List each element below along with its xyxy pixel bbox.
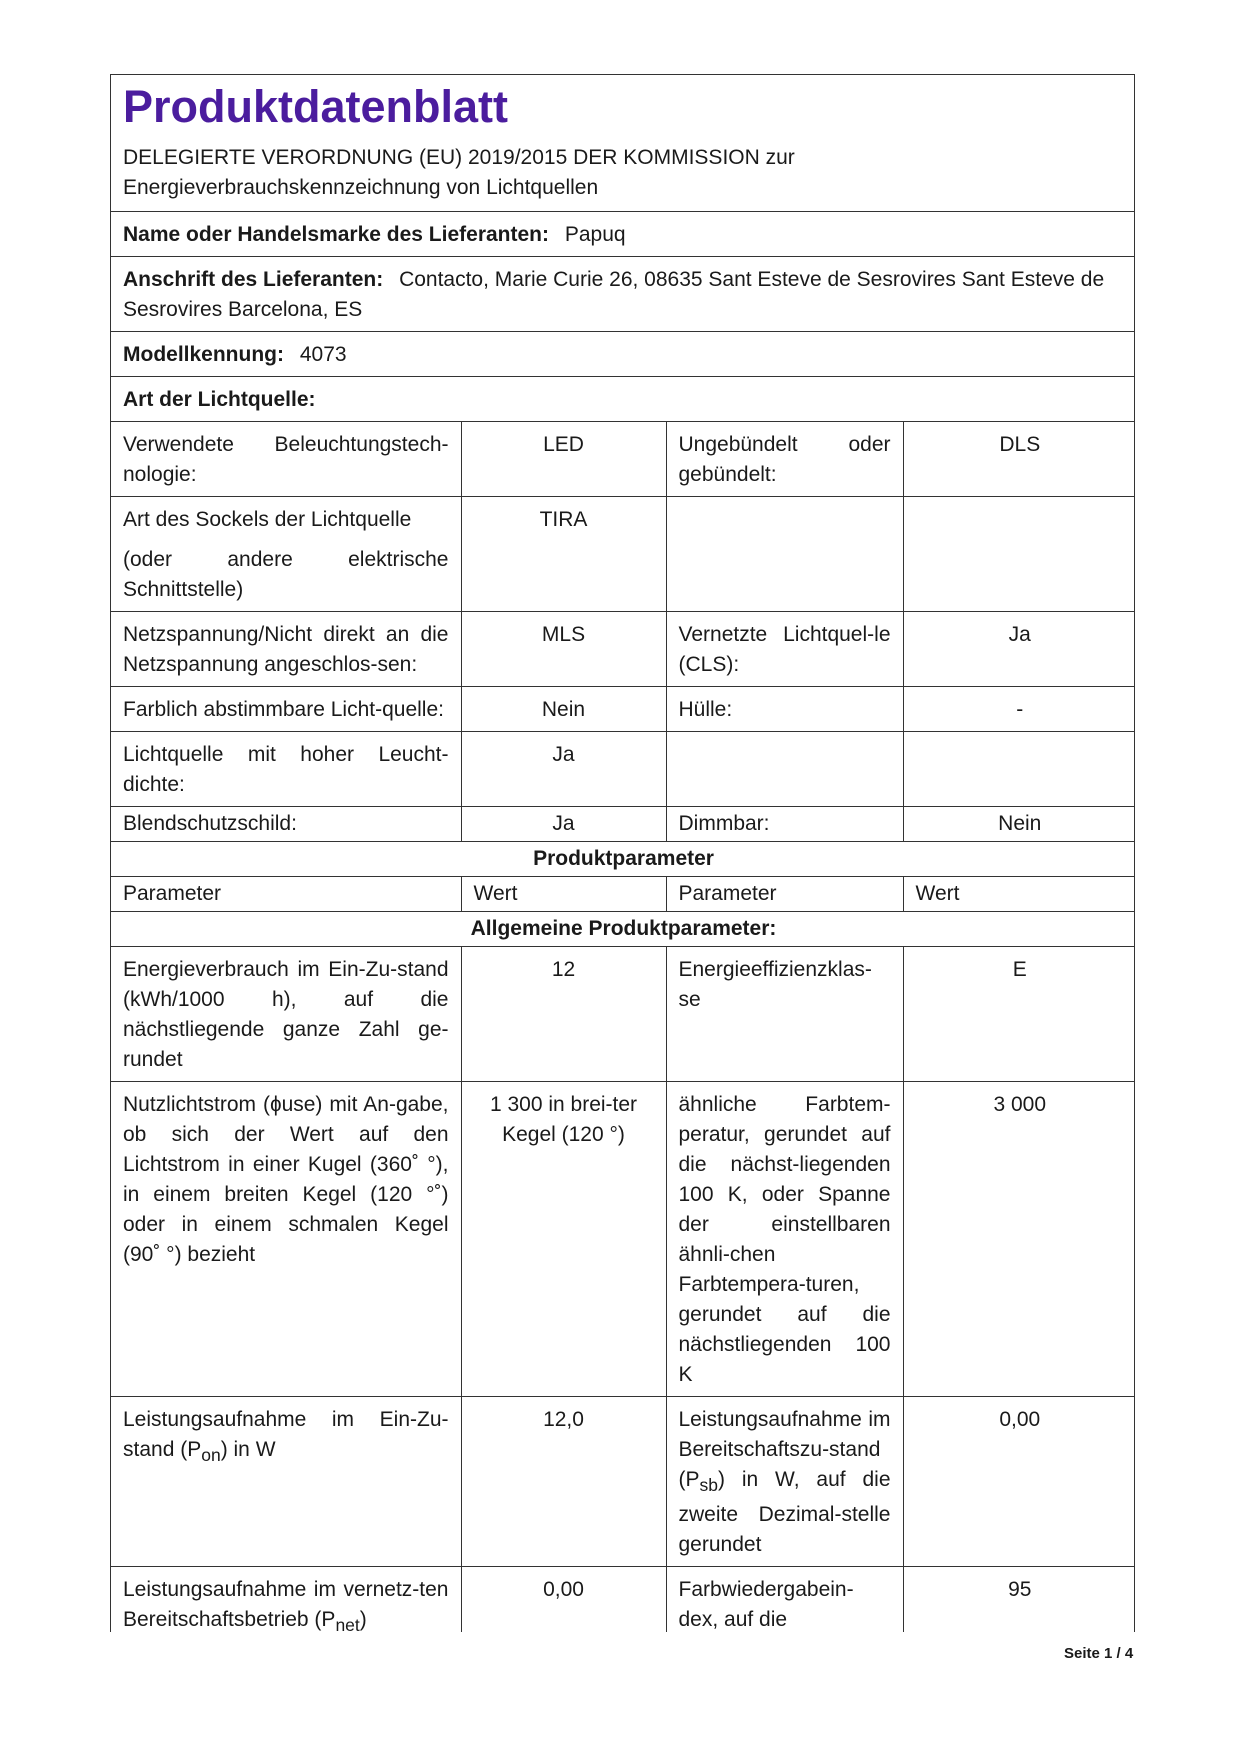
datasheet-table xyxy=(111,75,1135,1632)
cls-value: Ja xyxy=(903,612,1135,687)
on-mode-power-value: 12,0 xyxy=(461,1397,666,1567)
section-header-row xyxy=(111,912,1135,947)
table-row xyxy=(111,732,1135,807)
model-label: Modellkennung: xyxy=(123,343,284,366)
supplier-name-label: Name oder Handelsmarke des Lieferanten: xyxy=(123,223,549,246)
supplier-name-value: Papuq xyxy=(564,223,626,246)
glare-shield-label: Blendschutzschild: xyxy=(111,807,461,842)
col-header-parameter-2: Parameter xyxy=(666,877,903,912)
table-row xyxy=(111,1397,1135,1567)
colour-rendering-value: 95 xyxy=(903,1567,1135,1632)
dimmable-value: Nein xyxy=(903,807,1135,842)
standby-power-value: 0,00 xyxy=(903,1397,1135,1567)
energy-class-label: Energieeffizienzklas-se xyxy=(666,947,903,1082)
col-header-parameter: Parameter xyxy=(111,877,461,912)
supplier-name-row xyxy=(111,212,1135,257)
general-parameters-heading: Allgemeine Produktparameter: xyxy=(111,912,1135,947)
light-type-label: Art der Lichtquelle: xyxy=(111,377,1135,422)
table-row xyxy=(111,807,1135,842)
luminous-flux-value: 1 300 in brei-ter Kegel (120 °) xyxy=(461,1082,666,1397)
mains-label: Netzspannung/Nicht direkt an die Netzspannung angeschlos-sen: xyxy=(111,612,461,687)
luminous-flux-label: Nutzlichtstrom (ɸuse) mit An-gabe, ob sich der Wert auf den Lichtstrom in einer Kugel (360˚ °), in einem breiten Kegel (120 °˚) oder in einem schmalen Kegel (90˚ °) bezieht xyxy=(111,1082,461,1397)
energy-consumption-value: 12 xyxy=(461,947,666,1082)
table-row xyxy=(111,422,1135,497)
section-header-row xyxy=(111,842,1135,877)
light-type-row xyxy=(111,377,1135,422)
envelope-value: - xyxy=(903,687,1135,732)
table-row xyxy=(111,1567,1135,1632)
energy-class-value: E xyxy=(903,947,1135,1082)
table-row xyxy=(111,947,1135,1082)
high-luminance-value: Ja xyxy=(461,732,666,807)
table-row xyxy=(111,612,1135,687)
energy-consumption-label: Energieverbrauch im Ein-Zu-stand (kWh/1000 h), auf die nächstliegende ganze Zahl ge-rundet xyxy=(111,947,461,1082)
tech-value: LED xyxy=(461,422,666,497)
page-number: Seite 1 / 4 xyxy=(1064,1645,1134,1662)
tech-label: Verwendete Beleuchtungstech-nologie: xyxy=(111,422,461,497)
col-header-value-2: Wert xyxy=(903,877,1135,912)
glare-shield-value: Ja xyxy=(461,807,666,842)
colour-temperature-value: 3 000 xyxy=(903,1082,1135,1397)
networked-standby-power-value: 0,00 xyxy=(461,1567,666,1632)
table-row xyxy=(111,1082,1135,1397)
product-parameters-heading: Produktparameter xyxy=(111,842,1135,877)
mains-value: MLS xyxy=(461,612,666,687)
standby-power-label: Leistungsaufnahme im Bereitschaftszu-stand $(P_{sb})$ in W, auf die zweite Dezimal-stelle gerundet xyxy=(666,1397,903,1567)
colour-rendering-label: Farbwiedergabein-dex, auf die xyxy=(666,1567,903,1632)
page-title: Produktdatenblatt xyxy=(123,81,509,132)
model-value: 4073 xyxy=(299,343,347,366)
dimmable-label: Dimmbar: xyxy=(666,807,903,842)
socket-value: TIRA xyxy=(461,497,666,612)
tunable-label: Farblich abstimmbare Licht-quelle: xyxy=(111,687,461,732)
tunable-value: Nein xyxy=(461,687,666,732)
supplier-address-row xyxy=(111,257,1135,332)
cls-label: Vernetzte Lichtquel-le (CLS): xyxy=(666,612,903,687)
envelope-label: Hülle: xyxy=(666,687,903,732)
title-row xyxy=(111,75,1135,212)
table-row xyxy=(111,497,1135,612)
colour-temperature-label: ähnliche Farbtem-peratur, gerundet auf die nächst-liegenden 100 K, oder Spanne der einstellbaren ähnli-chen Farbtempera-turen, gerundet auf die nächstliegenden 100 K xyxy=(666,1082,903,1397)
networked-standby-power-label: Leistungsaufnahme im vernetz-ten Bereitschaftsbetrieb $(P_{net})$ xyxy=(111,1567,461,1632)
table-row xyxy=(111,687,1135,732)
high-luminance-label: Lichtquelle mit hoher Leucht-dichte: xyxy=(111,732,461,807)
model-row xyxy=(111,332,1135,377)
on-mode-power-label: Leistungsaufnahme im Ein-Zu-stand $(P_{on})$ in W xyxy=(111,1397,461,1567)
product-datasheet xyxy=(110,74,1135,1632)
regulation-line-2: Energieverbrauchskennzeichnung von Lichtquellen xyxy=(123,176,599,199)
bundled-label: Ungebündelt oder gebündelt: xyxy=(666,422,903,497)
column-header-row xyxy=(111,877,1135,912)
regulation-line-1: DELEGIERTE VERORDNUNG (EU) 2019/2015 DER KOMMISSION zur xyxy=(123,146,795,169)
supplier-address-value: Contacto, Marie Curie 26, 08635 Sant Esteve de Sesrovires Sant Esteve de Sesrovires Barcelona, ES xyxy=(123,268,1105,321)
col-header-value: Wert xyxy=(461,877,666,912)
supplier-address-label: Anschrift des Lieferanten: xyxy=(123,268,384,291)
socket-label: Art des Sockels der Lichtquelle xyxy=(123,508,412,531)
bundled-value: DLS xyxy=(903,422,1135,497)
socket-label-detail: (oder andere elektrische Schnittstelle) xyxy=(123,548,449,601)
